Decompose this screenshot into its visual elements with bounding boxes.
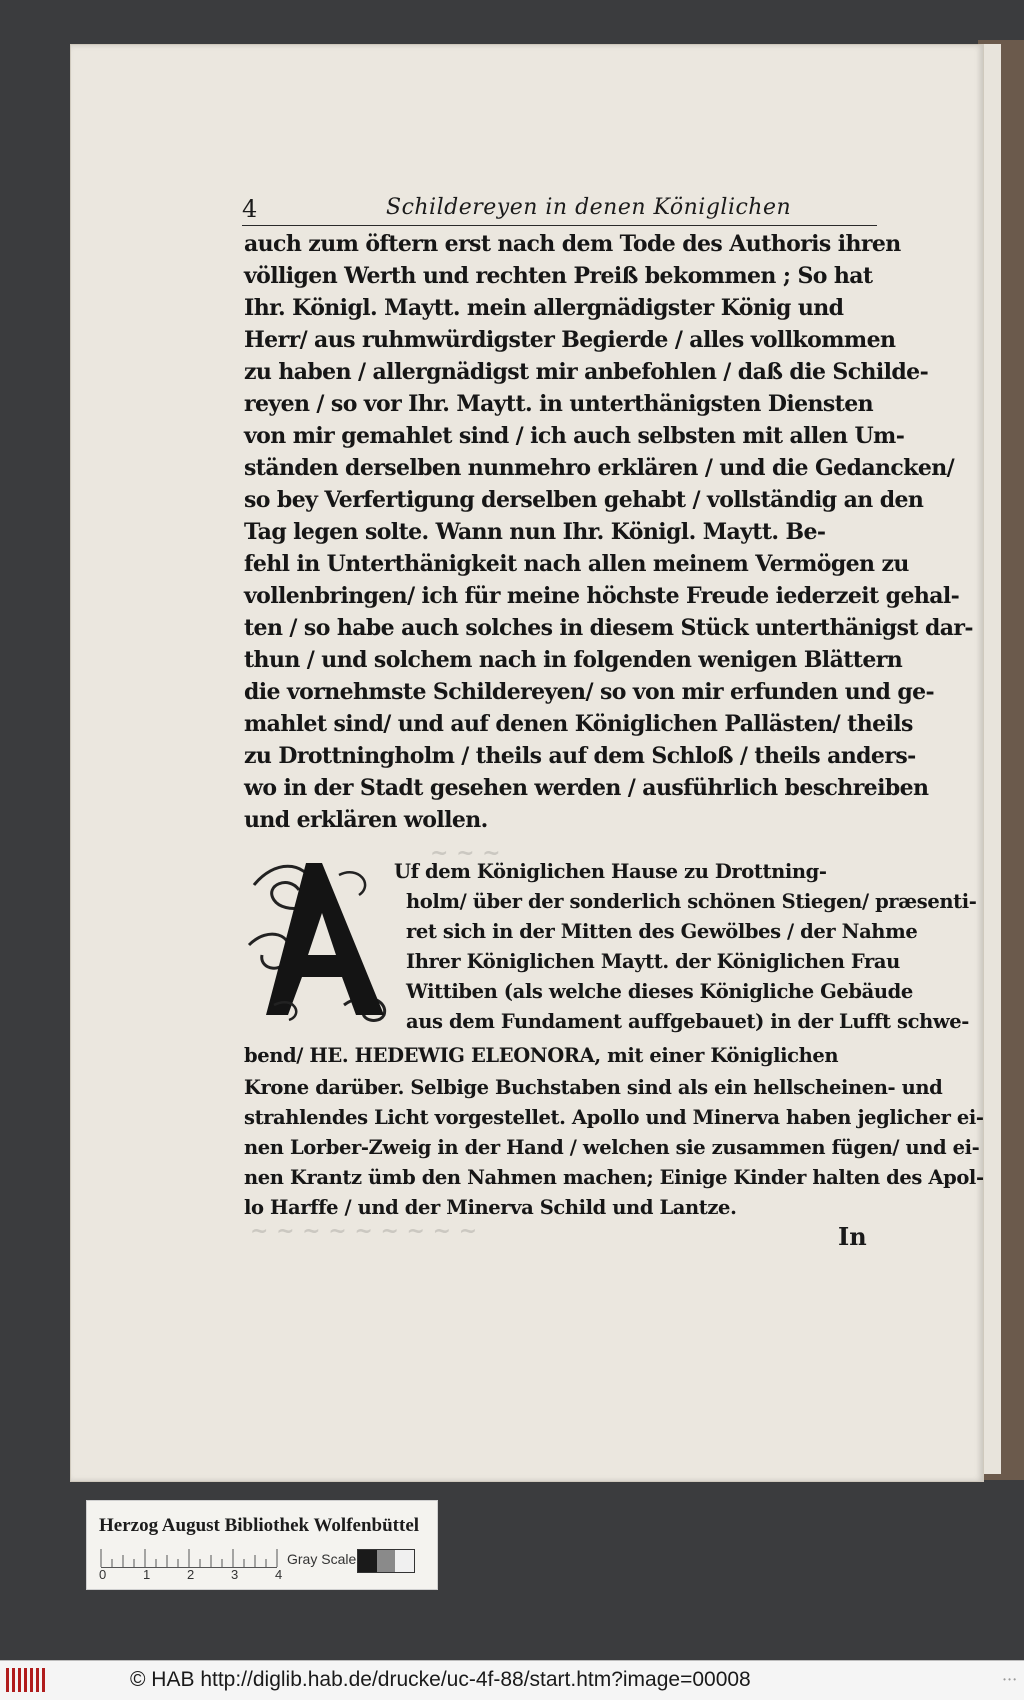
- text-line: und erklären wollen.: [244, 807, 488, 833]
- text-line: wo in der Stadt gesehen werden / ausführlich beschreiben: [244, 775, 929, 801]
- catchword: In: [838, 1222, 867, 1251]
- text-line: holm/ über der sonderlich schönen Stiegen/ præsenti-: [406, 890, 977, 913]
- page-header: [242, 195, 877, 226]
- footer-bar: [0, 1660, 1024, 1700]
- text-line: aus dem Fundament auffgebauet) in der Lufft schwe-: [406, 1010, 969, 1033]
- paragraph-1: [244, 228, 973, 836]
- ruler-label: 1: [143, 1567, 151, 1582]
- footer-credit-link[interactable]: © HAB http://diglib.hab.de/drucke/uc-4f-88/start.htm?image=00008: [130, 1668, 751, 1691]
- gray-scale-label: Gray Scale: [287, 1551, 357, 1567]
- text-line: völligen Werth und rechten Preiß bekommen ; So hat: [244, 263, 873, 289]
- ruler-label: 2: [187, 1567, 195, 1582]
- text-line: zu Drottningholm / theils auf dem Schloß / theils anders-: [244, 743, 916, 769]
- ruler-scale: [101, 1549, 277, 1568]
- text-line: Herr/ aus ruhmwürdigster Begierde / alles vollkommen: [244, 327, 896, 353]
- ornamental-initial: [244, 855, 394, 1021]
- text-line: Ihrer Königlichen Maytt. der Königlichen Frau: [406, 950, 900, 973]
- text-line: ständen derselben nunmehro erklären / und die Gedancken/: [244, 455, 955, 481]
- text-line: die vornehmste Schildereyen/ so von mir erfunden und ge-: [244, 679, 935, 705]
- gray-swatch-mid: [377, 1550, 396, 1572]
- text-line: mahlet sind/ und auf denen Königlichen Pallästen/ theils: [244, 711, 913, 737]
- text-line: Wittiben (als welche dieses Königliche Gebäude: [406, 980, 913, 1003]
- text-line: lo Harffe / und der Minerva Schild und Lantze.: [244, 1196, 737, 1219]
- text-line: Tag legen solte. Wann nun Ihr. Königl. Maytt. Be-: [244, 519, 826, 545]
- footer-corner-mark: • • •: [1003, 1675, 1016, 1684]
- text-line: Ihr. Königl. Maytt. mein allergnädigster König und: [244, 295, 844, 321]
- running-head: Schildereyen in denen Königlichen: [386, 195, 792, 220]
- text-line: so bey Verfertigung derselben gehabt / vollständig an den: [244, 487, 924, 513]
- bleed-through-text: ~ ~ ~ ~ ~ ~ ~ ~ ~: [250, 1218, 478, 1244]
- text-line: Krone darüber. Selbige Buchstaben sind als ein hellscheinen- und: [244, 1076, 943, 1099]
- text-line: ten / so habe auch solches in diesem Stück unterthänigst dar-: [244, 615, 973, 641]
- ruler-label: 4: [275, 1567, 283, 1582]
- text-line: von mir gemahlet sind / ich auch selbsten mit allen Um-: [244, 423, 905, 449]
- bleed-through-text: ~ ~ ~: [430, 840, 501, 866]
- library-name: Herzog August Bibliothek Wolfenbüttel: [99, 1515, 420, 1536]
- text-line: reyen / so vor Ihr. Maytt. in unterthänigsten Diensten: [244, 391, 874, 417]
- text-line: strahlendes Licht vorgestellet. Apollo und Minerva haben jeglicher ei-: [244, 1106, 984, 1129]
- text-line: Uf dem Königlichen Hause zu Drottning-: [394, 860, 827, 883]
- text-line: auch zum öftern erst nach dem Tode des Authoris ihren: [244, 231, 901, 257]
- library-color-card: [86, 1500, 438, 1590]
- text-line: thun / und solchem nach in folgenden wenigen Blättern: [244, 647, 903, 673]
- page-fore-edge: [982, 44, 1001, 1474]
- text-line: zu haben / allergnädigst mir anbefohlen / daß die Schilde-: [244, 359, 929, 385]
- text-line: ret sich in der Mitten des Gewölbes / der Nahme: [406, 920, 918, 943]
- text-line: nen Krantz ümb den Nahmen machen; Einige Kinder halten des Apol-: [244, 1166, 984, 1189]
- ruler-label: 3: [231, 1567, 239, 1582]
- hab-logo-icon: [6, 1668, 46, 1692]
- gray-scale-swatch: [357, 1549, 415, 1573]
- ruler-label: 0: [99, 1567, 107, 1582]
- text-line: nen Lorber-Zweig in der Hand / welchen sie zusammen fügen/ und ei-: [244, 1136, 980, 1159]
- text-line: bend/ HE. HEDEWIG ELEONORA, mit einer Königlichen: [244, 1044, 839, 1067]
- gray-swatch-light: [395, 1550, 414, 1572]
- page-number: 4: [242, 195, 258, 223]
- text-line: vollenbringen/ ich für meine höchste Freude iederzeit gehal-: [244, 583, 960, 609]
- gray-swatch-dark: [358, 1550, 377, 1572]
- text-line: fehl in Unterthänigkeit nach allen meinem Vermögen zu: [244, 551, 909, 577]
